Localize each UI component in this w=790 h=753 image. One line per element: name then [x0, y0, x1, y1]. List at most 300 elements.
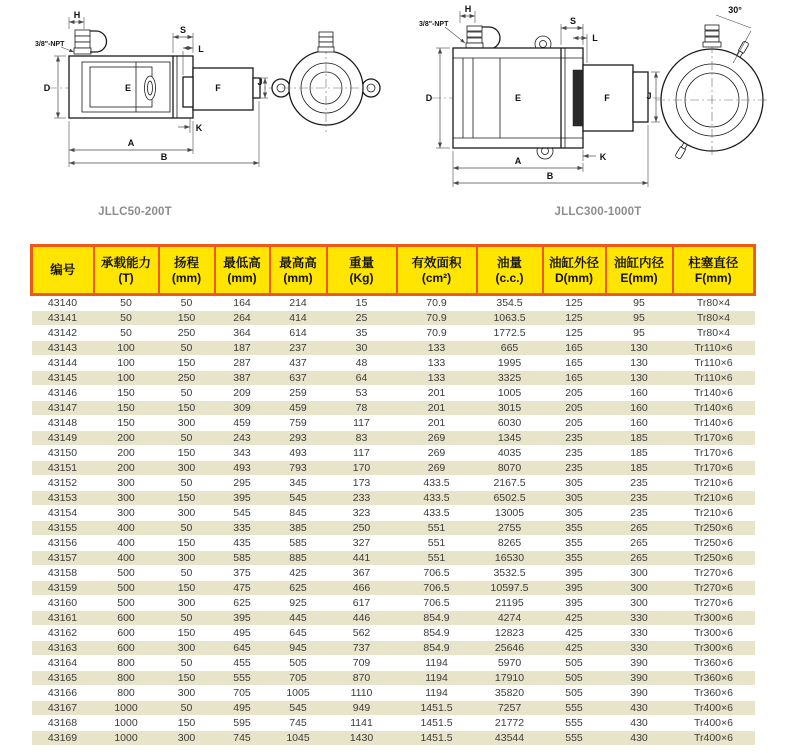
dim-label-f: F: [215, 83, 221, 93]
table-cell: 555: [543, 716, 606, 731]
table-row: [32, 461, 755, 476]
table-cell: 130: [606, 356, 673, 371]
table-cell: 1772.5: [477, 326, 543, 341]
column-header: 最高高 (mm): [270, 246, 327, 295]
table-cell: 390: [606, 686, 673, 701]
dim-label-j: J: [646, 91, 652, 101]
table-cell: 2167.5: [477, 476, 543, 491]
table-cell: 355: [543, 521, 606, 536]
table-cell: 21195: [477, 596, 543, 611]
table-cell: Tr360×6: [673, 656, 755, 671]
table-cell: 1451.5: [397, 731, 477, 746]
table-cell: 323: [327, 506, 397, 521]
table-cell: Tr250×6: [673, 536, 755, 551]
table-cell: Tr80×4: [673, 295, 755, 311]
table-cell: 43165: [32, 671, 94, 686]
table-cell: 445: [270, 611, 327, 626]
table-cell: 6030: [477, 416, 543, 431]
table-cell: 293: [270, 431, 327, 446]
table-cell: Tr210×6: [673, 476, 755, 491]
table-cell: 705: [215, 686, 270, 701]
table-row: [32, 641, 755, 656]
table-cell: 235: [543, 431, 606, 446]
dim-label-b: B: [546, 171, 554, 181]
table-cell: Tr300×6: [673, 641, 755, 656]
table-cell: 35: [327, 326, 397, 341]
table-cell: 150: [159, 716, 215, 731]
table-cell: 50: [159, 521, 215, 536]
dim-label-k: K: [599, 152, 607, 162]
table-cell: 595: [215, 716, 270, 731]
table-cell: 95: [606, 295, 673, 311]
table-cell: Tr170×6: [673, 446, 755, 461]
table-cell: Tr80×4: [673, 311, 755, 326]
port-label: 3/8"-NPT: [35, 41, 65, 48]
table-cell: Tr170×6: [673, 461, 755, 476]
table-cell: Tr270×6: [673, 566, 755, 581]
table-cell: 205: [543, 401, 606, 416]
column-header: 油缸外径 D(mm): [543, 246, 606, 295]
table-cell: 201: [397, 416, 477, 431]
table-cell: 430: [606, 731, 673, 746]
table-cell: Tr140×6: [673, 401, 755, 416]
table-cell: 130: [606, 371, 673, 386]
table-cell: 205: [543, 386, 606, 401]
table-cell: 259: [270, 386, 327, 401]
table-cell: 545: [270, 701, 327, 716]
table-cell: 50: [94, 326, 159, 341]
table-row: [32, 416, 755, 431]
table-row: [32, 626, 755, 641]
dim-label-l: L: [592, 33, 598, 43]
table-cell: 1451.5: [397, 716, 477, 731]
table-cell: 150: [159, 356, 215, 371]
table-cell: 5970: [477, 656, 543, 671]
table-cell: 300: [159, 731, 215, 746]
table-cell: 43151: [32, 461, 94, 476]
table-cell: 265: [606, 521, 673, 536]
table-cell: 233: [327, 491, 397, 506]
table-cell: 209: [215, 386, 270, 401]
table-cell: 400: [94, 536, 159, 551]
table-cell: 505: [543, 686, 606, 701]
table-cell: 83: [327, 431, 397, 446]
table-cell: 243: [215, 431, 270, 446]
table-cell: 425: [543, 641, 606, 656]
table-cell: 545: [215, 506, 270, 521]
table-cell: 150: [94, 401, 159, 416]
table-cell: 327: [327, 536, 397, 551]
table-cell: 551: [397, 551, 477, 566]
table-cell: 43142: [32, 326, 94, 341]
table-cell: Tr110×6: [673, 371, 755, 386]
dim-label-a: A: [127, 138, 135, 148]
jllc50-200t-diagram: [30, 5, 400, 205]
table-cell: 330: [606, 641, 673, 656]
table-cell: 600: [94, 641, 159, 656]
coupler-fitting: [74, 30, 107, 54]
table-cell: 300: [159, 596, 215, 611]
table-cell: 125: [543, 311, 606, 326]
table-cell: 949: [327, 701, 397, 716]
table-cell: 50: [159, 386, 215, 401]
table-cell: 43143: [32, 341, 94, 356]
table-cell: 433.5: [397, 506, 477, 521]
table-cell: 555: [543, 701, 606, 716]
table-cell: 555: [543, 731, 606, 746]
table-body: [32, 295, 755, 746]
end-view: [656, 5, 768, 159]
table-cell: 430: [606, 701, 673, 716]
table-cell: 235: [606, 506, 673, 521]
table-cell: 43156: [32, 536, 94, 551]
table-row: [32, 521, 755, 536]
table-cell: 854.9: [397, 641, 477, 656]
table-cell: 150: [94, 416, 159, 431]
table-cell: 1451.5: [397, 701, 477, 716]
dim-label-e: E: [514, 93, 522, 103]
table-cell: 95: [606, 326, 673, 341]
table-cell: 264: [215, 311, 270, 326]
table-cell: 300: [94, 506, 159, 521]
table-cell: 173: [327, 476, 397, 491]
table-cell: 50: [94, 295, 159, 311]
table-cell: 555: [215, 671, 270, 686]
end-view: [272, 32, 380, 132]
table-cell: 70.9: [397, 326, 477, 341]
table-cell: 300: [159, 641, 215, 656]
table-row: [32, 671, 755, 686]
table-cell: 130: [606, 341, 673, 356]
table-cell: 95: [606, 311, 673, 326]
table-cell: 43147: [32, 401, 94, 416]
table-cell: 43144: [32, 356, 94, 371]
table-cell: 43149: [32, 431, 94, 446]
table-cell: 854.9: [397, 626, 477, 641]
table-cell: 214: [270, 295, 327, 311]
table-cell: 201: [397, 386, 477, 401]
table-cell: 150: [159, 491, 215, 506]
table-cell: 343: [215, 446, 270, 461]
table-cell: 6502.5: [477, 491, 543, 506]
table-cell: 50: [159, 431, 215, 446]
table-cell: 235: [606, 491, 673, 506]
table-row: [32, 386, 755, 401]
table-row: [32, 701, 755, 716]
table-cell: 800: [94, 671, 159, 686]
diagram-caption-right: JLLC300-1000T: [554, 206, 642, 218]
table-row: [32, 491, 755, 506]
table-cell: 300: [159, 461, 215, 476]
table-cell: 150: [159, 581, 215, 596]
table-cell: 390: [606, 656, 673, 671]
table-cell: 345: [270, 476, 327, 491]
table-cell: 185: [606, 446, 673, 461]
table-cell: 387: [215, 371, 270, 386]
table-cell: 745: [270, 716, 327, 731]
table-header-row: [32, 246, 755, 295]
table-cell: 200: [94, 431, 159, 446]
table-cell: 15: [327, 295, 397, 311]
table-cell: 441: [327, 551, 397, 566]
dim-label-j: J: [257, 77, 263, 87]
table-cell: 235: [543, 446, 606, 461]
dim-label-s: S: [569, 16, 577, 26]
table-cell: 235: [543, 461, 606, 476]
table-cell: 150: [159, 536, 215, 551]
table-cell: 493: [215, 461, 270, 476]
table-cell: 43160: [32, 596, 94, 611]
table-cell: 133: [397, 356, 477, 371]
table-cell: 870: [327, 671, 397, 686]
table-cell: 43152: [32, 476, 94, 491]
table-cell: 43146: [32, 386, 94, 401]
table-cell: 4035: [477, 446, 543, 461]
table-cell: 500: [94, 566, 159, 581]
table-cell: 414: [270, 311, 327, 326]
dim-label-h: H: [73, 10, 81, 20]
table-cell: 1995: [477, 356, 543, 371]
table-cell: 43161: [32, 611, 94, 626]
table-cell: 150: [159, 626, 215, 641]
table-cell: 43544: [477, 731, 543, 746]
table-cell: 100: [94, 356, 159, 371]
table-cell: 35820: [477, 686, 543, 701]
table-cell: 269: [397, 446, 477, 461]
table-cell: 455: [215, 656, 270, 671]
table-cell: 390: [606, 671, 673, 686]
table-cell: 425: [543, 611, 606, 626]
table-cell: 43141: [32, 311, 94, 326]
table-cell: 164: [215, 295, 270, 311]
table-cell: 43169: [32, 731, 94, 746]
table-cell: 53: [327, 386, 397, 401]
table-cell: 845: [270, 506, 327, 521]
table-cell: 287: [215, 356, 270, 371]
table-cell: 625: [270, 581, 327, 596]
table-row: [32, 551, 755, 566]
dim-label-s: S: [179, 25, 187, 35]
table-cell: Tr170×6: [673, 431, 755, 446]
table-cell: 235: [606, 476, 673, 491]
spec-table: [30, 244, 756, 746]
table-row: [32, 656, 755, 671]
table-cell: 70.9: [397, 311, 477, 326]
table-cell: 400: [94, 551, 159, 566]
table-cell: 425: [270, 566, 327, 581]
table-cell: 160: [606, 386, 673, 401]
dim-label-a: A: [514, 156, 522, 166]
table-row: [32, 686, 755, 701]
table-cell: 1194: [397, 686, 477, 701]
table-cell: 150: [159, 671, 215, 686]
table-cell: 737: [327, 641, 397, 656]
angle-label: 30°: [728, 5, 742, 15]
table-cell: 800: [94, 686, 159, 701]
table-cell: 300: [606, 581, 673, 596]
table-cell: 165: [543, 356, 606, 371]
table-cell: 645: [270, 626, 327, 641]
table-cell: 117: [327, 416, 397, 431]
table-cell: 433.5: [397, 491, 477, 506]
table-cell: 446: [327, 611, 397, 626]
table-cell: 25: [327, 311, 397, 326]
table-cell: 706.5: [397, 596, 477, 611]
table-cell: 854.9: [397, 611, 477, 626]
table-cell: Tr250×6: [673, 551, 755, 566]
table-cell: 125: [543, 326, 606, 341]
column-header: 重量 (Kg): [327, 246, 397, 295]
table-cell: 459: [215, 416, 270, 431]
table-cell: 150: [159, 446, 215, 461]
table-cell: 500: [94, 596, 159, 611]
table-cell: 585: [270, 536, 327, 551]
table-cell: 43153: [32, 491, 94, 506]
table-cell: 100: [94, 341, 159, 356]
table-cell: Tr270×6: [673, 581, 755, 596]
table-cell: 305: [543, 491, 606, 506]
table-cell: 551: [397, 521, 477, 536]
table-cell: 430: [606, 716, 673, 731]
table-cell: 1000: [94, 731, 159, 746]
table-cell: 300: [159, 506, 215, 521]
table-cell: 7257: [477, 701, 543, 716]
table-cell: 335: [215, 521, 270, 536]
table-cell: 385: [270, 521, 327, 536]
table-cell: 250: [159, 326, 215, 341]
table-cell: 4274: [477, 611, 543, 626]
table-cell: 309: [215, 401, 270, 416]
table-cell: 269: [397, 461, 477, 476]
table-cell: 48: [327, 356, 397, 371]
table-cell: 269: [397, 431, 477, 446]
table-cell: 505: [543, 656, 606, 671]
table-cell: 165: [543, 371, 606, 386]
table-cell: Tr300×6: [673, 611, 755, 626]
table-cell: 1045: [270, 731, 327, 746]
table-cell: 1345: [477, 431, 543, 446]
table-cell: Tr110×6: [673, 341, 755, 356]
table-cell: 100: [94, 371, 159, 386]
table-cell: 330: [606, 626, 673, 641]
dim-label-d: D: [425, 93, 433, 103]
table-row: [32, 506, 755, 521]
table-cell: 43164: [32, 656, 94, 671]
table-cell: 1194: [397, 656, 477, 671]
table-cell: 43145: [32, 371, 94, 386]
table-cell: 205: [543, 416, 606, 431]
table-cell: 925: [270, 596, 327, 611]
column-header: 承载能力 (T): [94, 246, 159, 295]
port-label: 3/8"-NPT: [419, 21, 449, 28]
table-cell: Tr140×6: [673, 416, 755, 431]
table-cell: 466: [327, 581, 397, 596]
table-row: [32, 431, 755, 446]
table-cell: 50: [159, 656, 215, 671]
table-cell: 43157: [32, 551, 94, 566]
table-cell: 505: [270, 656, 327, 671]
table-cell: 395: [543, 581, 606, 596]
table-cell: 600: [94, 611, 159, 626]
table-row: [32, 536, 755, 551]
table-cell: 43159: [32, 581, 94, 596]
table-row: [32, 581, 755, 596]
table-cell: 201: [397, 401, 477, 416]
table-cell: 43148: [32, 416, 94, 431]
table-cell: Tr110×6: [673, 356, 755, 371]
table-cell: 355: [543, 551, 606, 566]
dim-label-d: D: [43, 83, 51, 93]
table-cell: 200: [94, 461, 159, 476]
table-cell: 170: [327, 461, 397, 476]
dim-label-l: L: [198, 44, 204, 54]
table-cell: 2755: [477, 521, 543, 536]
table-row: [32, 731, 755, 746]
table-row: [32, 326, 755, 341]
table-cell: 330: [606, 611, 673, 626]
table-cell: 125: [543, 295, 606, 311]
table-row: [32, 341, 755, 356]
table-cell: 395: [215, 491, 270, 506]
table-cell: Tr270×6: [673, 596, 755, 611]
table-cell: 617: [327, 596, 397, 611]
table-row: [32, 611, 755, 626]
table-row: [32, 401, 755, 416]
table-cell: 1141: [327, 716, 397, 731]
table-cell: 50: [159, 566, 215, 581]
table-cell: 250: [327, 521, 397, 536]
table-cell: 645: [215, 641, 270, 656]
table-cell: 265: [606, 551, 673, 566]
table-cell: Tr360×6: [673, 671, 755, 686]
table-cell: 425: [543, 626, 606, 641]
table-cell: 43150: [32, 446, 94, 461]
table-cell: Tr400×6: [673, 716, 755, 731]
table-cell: 665: [477, 341, 543, 356]
table-cell: 43163: [32, 641, 94, 656]
table-cell: 43158: [32, 566, 94, 581]
table-cell: 459: [270, 401, 327, 416]
table-cell: 375: [215, 566, 270, 581]
coupler-fitting-front: [318, 32, 334, 52]
table-cell: 475: [215, 581, 270, 596]
table-cell: 1430: [327, 731, 397, 746]
table-cell: 117: [327, 446, 397, 461]
table-cell: 625: [215, 596, 270, 611]
table-cell: 300: [159, 551, 215, 566]
table-cell: 614: [270, 326, 327, 341]
table-cell: 1063.5: [477, 311, 543, 326]
table-cell: 545: [270, 491, 327, 506]
table-cell: 1000: [94, 701, 159, 716]
table-cell: 150: [159, 311, 215, 326]
table-cell: 709: [327, 656, 397, 671]
table-cell: 17910: [477, 671, 543, 686]
table-cell: Tr210×6: [673, 491, 755, 506]
table-cell: 355: [543, 536, 606, 551]
table-cell: Tr360×6: [673, 686, 755, 701]
table-cell: 265: [606, 536, 673, 551]
table-cell: 1000: [94, 716, 159, 731]
table-cell: 3015: [477, 401, 543, 416]
table-cell: 16530: [477, 551, 543, 566]
table-cell: 21772: [477, 716, 543, 731]
dim-label-f: F: [604, 93, 610, 103]
table-cell: 160: [606, 401, 673, 416]
table-row: [32, 446, 755, 461]
diagram-caption-left: JLLC50-200T: [98, 206, 172, 218]
dim-label-b: B: [160, 152, 168, 162]
